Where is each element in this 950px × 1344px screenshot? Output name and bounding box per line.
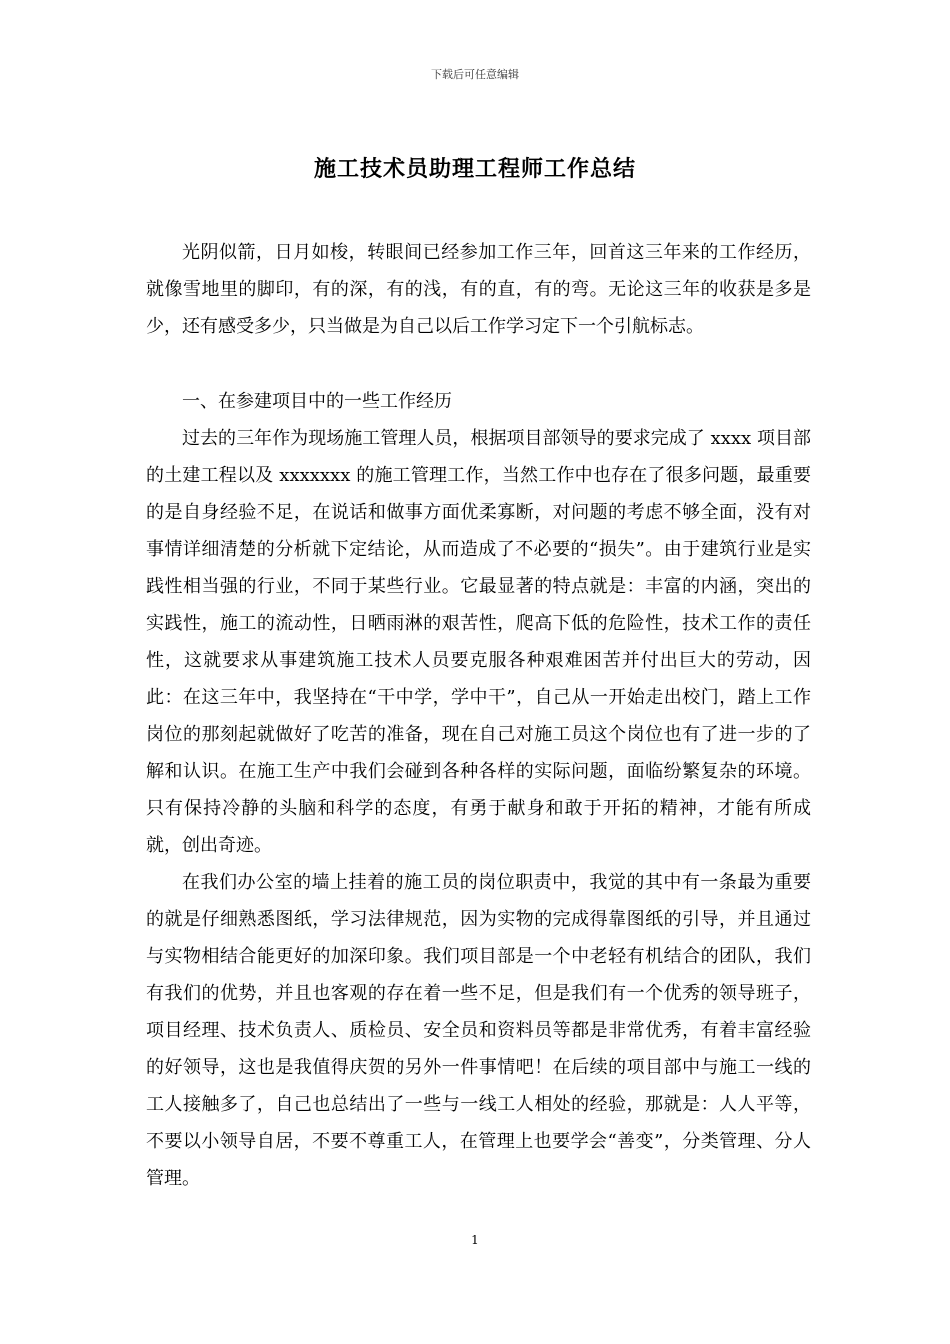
paragraph-gap: [146, 345, 811, 383]
body-paragraph-1: 过去的三年作为现场施工管理人员，根据项目部领导的要求完成了 xxxx 项目部的土建工程以及 xxxxxxx 的施工管理工作，当然工作中也存在了很多问题，最重要的是自身经验不足，在说话和做事方面优柔寡断，对问题的考虑不够全面，没有对事情详细清楚的分析就下定结论，从而造成了不必要的“损失”。由于建筑行业是实践性相当强的行业，不同于某些行业。它最显著的特点就是：丰富的内涵，突出的实践性，施工的流动性，日晒雨淋的艰苦性，爬高下低的危险性，技术工作的责任性，这就要求从事建筑施工技术人员要克服各种艰难困苦并付出巨大的劳动，因此：在这三年中，我坚持在“干中学，学中干”，自己从一开始走出校门，踏上工作岗位的那刻起就做好了吃苦的准备，现在自己对施工员这个岗位也有了进一步的了解和认识。在施工生产中我们会碰到各种各样的实际问题，面临纷繁复杂的环境。只有保持冷静的头脑和科学的态度，有勇于献身和敢于开拓的精神，才能有所成就，创出奇迹。: [146, 428, 811, 856]
intro-paragraph: 光阴似箭，日月如梭，转眼间已经参加工作三年，回首这三年来的工作经历，就像雪地里的脚印，有的深，有的浅，有的直，有的弯。无论这三年的收获是多是少，还有感受多少，只当做是为自己以后工作学习定下一个引航标志。: [146, 242, 811, 337]
section-heading: 一、在参建项目中的一些工作经历: [182, 391, 452, 412]
header-note: 下载后可任意编辑: [431, 68, 519, 81]
document-body: [146, 234, 811, 1197]
body-paragraph-2: 在我们办公室的墙上挂着的施工员的岗位职责中，我觉的其中有一条最为重要的就是仔细熟悉图纸，学习法律规范，因为实物的完成得靠图纸的引导，并且通过与实物相结合能更好的加深印象。我们项目部是一个中老轻有机结合的团队，我们有我们的优势，并且也客观的存在着一些不足，但是我们有一个优秀的领导班子，项目经理、技术负责人、质检员、安全员和资料员等都是非常优秀，有着丰富经验的好领导，这也是我值得庆贺的另外一件事情吧！在后续的项目部中与施工一线的工人接触多了，自己也总结出了一些与一线工人相处的经验，那就是：人人平等，不要以小领导自居，不要不尊重工人，在管理上也要学会“善变”，分类管理、分人管理。: [146, 872, 811, 1189]
page-number: 1: [471, 1233, 479, 1247]
document-title: 施工技术员助理工程师工作总结: [313, 156, 636, 182]
